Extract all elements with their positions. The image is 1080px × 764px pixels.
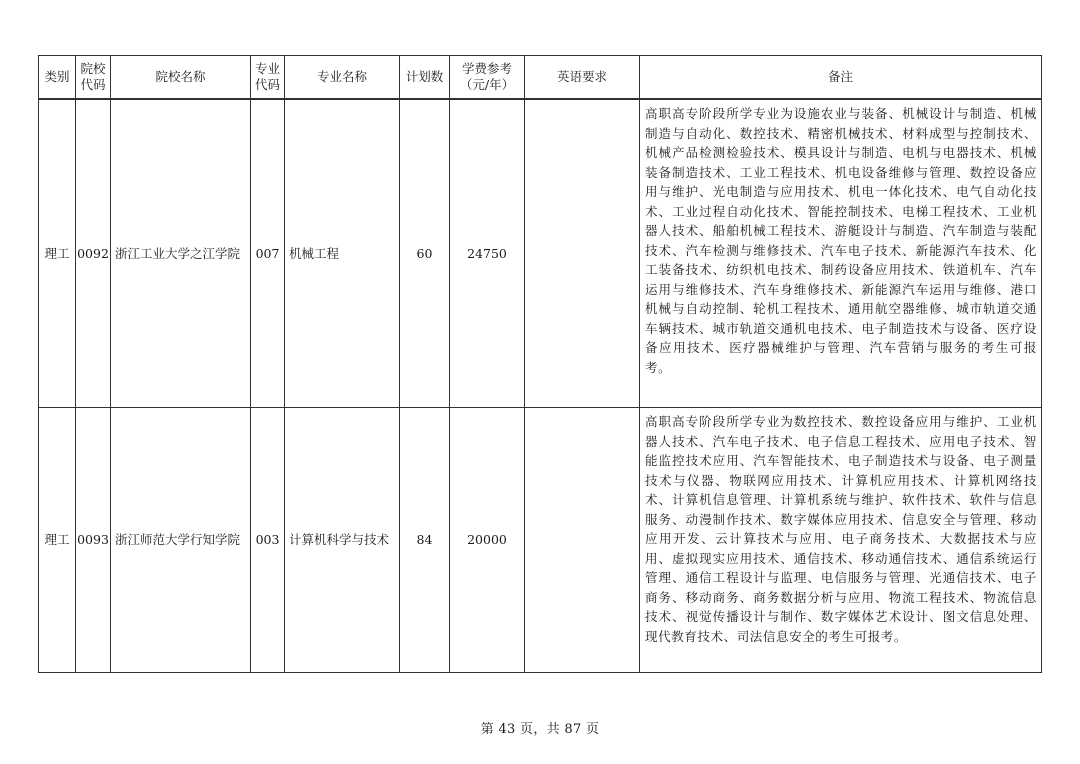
header-school-code-line1: 院校 xyxy=(80,61,106,76)
cell-plan: 84 xyxy=(400,408,450,673)
cell-major-name: 计算机科学与技术 xyxy=(285,408,400,673)
header-tuition-line2: （元/年） xyxy=(459,77,515,92)
cell-school-name: 浙江师范大学行知学院 xyxy=(111,408,251,673)
table-row xyxy=(39,408,1042,673)
header-major-code-line2: 代码 xyxy=(254,77,280,92)
cell-notes xyxy=(640,99,1042,408)
table-row xyxy=(39,99,1042,408)
cell-english xyxy=(525,99,640,408)
header-notes: 备注 xyxy=(640,56,1042,100)
cell-notes xyxy=(640,408,1042,673)
cell-tuition: 20000 xyxy=(450,408,525,673)
cell-category: 理工 xyxy=(39,408,76,673)
header-major-code xyxy=(251,56,285,100)
header-school-name: 院校名称 xyxy=(111,56,251,100)
header-plan: 计划数 xyxy=(400,56,450,100)
cell-plan: 60 xyxy=(400,99,450,408)
page-number: 第 43 页，共 87 页 xyxy=(480,722,600,737)
notes-text: 高职高专阶段所学专业为设施农业与装备、机械设计与制造、机械制造与自动化、数控技术、精密机械技术、材料成型与控制技术、机械产品检测检验技术、模具设计与制造、电机与电器技术、机械装备制造技术、工业工程技术、机电设备维修与管理、数控设备应用与维护、光电制造与应用技术、机电一体化技术、电气自动化技术、工业过程自动化技术、智能控制技术、电梯工程技术、工业机器人技术、船舶机械工程技术、游艇设计与制造、汽车制造与装配技术、汽车检测与维修技术、汽车电子技术、新能源汽车技术、化工装备技术、纺织机电技术、制药设备应用技术、铁道机车、汽车运用与维修技术、汽车身维修技术、新能源汽车运用与维修、港口机械与自动控制、轮机工程技术、通用航空器维修、城市轨道交通车辆技术、城市轨道交通机电技术、电子制造技术与设备、医疗设备应用技术、医疗器械维护与管理、汽车营销与服务的考生可报考。 xyxy=(645,106,1037,375)
header-major-name: 专业名称 xyxy=(285,56,400,100)
cell-tuition: 24750 xyxy=(450,99,525,408)
header-tuition xyxy=(450,56,525,100)
header-major-code-line1: 专业 xyxy=(254,61,280,76)
enrollment-table xyxy=(38,55,1042,673)
header-tuition-line1: 学费参考 xyxy=(461,61,512,76)
cell-school-name: 浙江工业大学之江学院 xyxy=(111,99,251,408)
cell-major-code: 007 xyxy=(251,99,285,408)
header-school-code-line2: 代码 xyxy=(80,77,106,92)
header-school-code xyxy=(76,56,111,100)
header-english: 英语要求 xyxy=(525,56,640,100)
cell-school-code: 0092 xyxy=(76,99,111,408)
cell-major-name: 机械工程 xyxy=(285,99,400,408)
header-category: 类别 xyxy=(39,56,76,100)
table-header-row xyxy=(39,56,1042,100)
cell-category: 理工 xyxy=(39,99,76,408)
notes-text: 高职高专阶段所学专业为数控技术、数控设备应用与维护、工业机器人技术、汽车电子技术、电子信息工程技术、应用电子技术、智能监控技术应用、汽车智能技术、电子制造技术与设备、电子测量技术与仪器、物联网应用技术、计算机应用技术、计算机网络技术、计算机信息管理、计算机系统与维护、软件技术、软件与信息服务、动漫制作技术、数字媒体应用技术、信息安全与管理、移动应用开发、云计算技术与应用、电子商务技术、大数据技术与应用、虚拟现实应用技术、通信技术、移动通信技术、通信系统运行管理、通信工程设计与监理、电信服务与管理、光通信技术、电子商务、移动商务、商务数据分析与应用、物流工程技术、物流信息技术、视觉传播设计与制作、数字媒体艺术设计、图文信息处理、现代教育技术、司法信息安全的考生可报考。 xyxy=(645,414,1037,644)
cell-school-code: 0093 xyxy=(76,408,111,673)
cell-english xyxy=(525,408,640,673)
cell-major-code: 003 xyxy=(251,408,285,673)
